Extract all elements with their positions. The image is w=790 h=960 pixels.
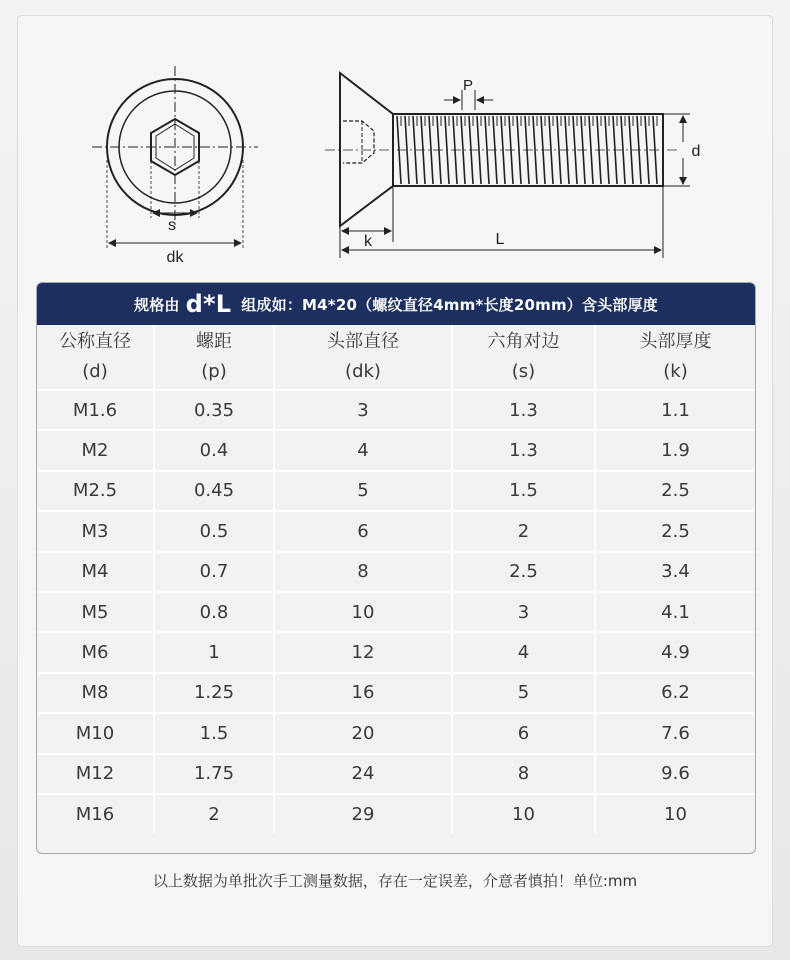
cell-k: 3.4 bbox=[595, 552, 755, 592]
banner-example: 组成如：M4*20（螺纹直径4mm*长度20mm）含头部厚度 bbox=[241, 295, 658, 314]
header-nominal-diameter bbox=[37, 325, 154, 390]
label-dk: dk bbox=[166, 249, 184, 266]
cell-dk: 4 bbox=[274, 430, 452, 470]
cell-k: 6.2 bbox=[595, 673, 755, 713]
cell-dk: 29 bbox=[274, 794, 452, 833]
cell-k: 10 bbox=[664, 803, 687, 825]
table-header-row bbox=[37, 325, 755, 390]
cell-s: 1.3 bbox=[452, 390, 595, 430]
banner-prefix: 规格由 bbox=[134, 295, 180, 314]
spec-table-panel bbox=[36, 282, 756, 854]
cell-dk: 12 bbox=[274, 632, 452, 672]
screw-diagram bbox=[0, 0, 790, 280]
cell-k: 4.1 bbox=[595, 592, 755, 632]
cell-d: M16 bbox=[37, 794, 154, 833]
cell-k: 9.6 bbox=[595, 754, 755, 794]
cell-d: M2.5 bbox=[37, 471, 154, 511]
cell-dk: 3 bbox=[274, 390, 452, 430]
cell-s: 1.5 bbox=[452, 471, 595, 511]
cell-s: 5 bbox=[452, 673, 595, 713]
header-label: 头部直径 bbox=[327, 331, 399, 352]
cell-s: 6 bbox=[452, 713, 595, 753]
header-label: 公称直径 bbox=[59, 331, 131, 352]
table-row bbox=[37, 390, 755, 430]
spec-table bbox=[37, 325, 755, 833]
cell-s: 2 bbox=[452, 511, 595, 551]
cell-k: 1.9 bbox=[595, 430, 755, 470]
cell-d: M10 bbox=[37, 713, 154, 753]
cell-s: 8 bbox=[452, 754, 595, 794]
header-pitch bbox=[154, 325, 274, 390]
label-p: P bbox=[462, 77, 474, 94]
cell-s: 4 bbox=[452, 632, 595, 672]
table-row bbox=[37, 713, 755, 753]
header-label: 螺距 bbox=[196, 331, 232, 352]
cell-dk: 5 bbox=[274, 471, 452, 511]
table-row bbox=[37, 511, 755, 551]
header-symbol: (s) bbox=[511, 361, 536, 382]
banner-formula: d*L bbox=[185, 290, 232, 318]
label-k: k bbox=[364, 233, 372, 250]
spec-banner bbox=[37, 283, 755, 325]
cell-d: M1.6 bbox=[37, 390, 154, 430]
cell-p: 0.8 bbox=[154, 592, 274, 632]
cell-p: 2 bbox=[154, 794, 274, 833]
cell-p: 1 bbox=[154, 632, 274, 672]
header-label: 头部厚度 bbox=[639, 331, 712, 352]
table-row bbox=[37, 471, 755, 511]
cell-k: 1.1 bbox=[595, 390, 755, 430]
cell-dk: 24 bbox=[274, 754, 452, 794]
cell-s: 2.5 bbox=[452, 552, 595, 592]
cell-p: 1.75 bbox=[154, 754, 274, 794]
header-head-diameter bbox=[274, 325, 452, 390]
cell-d: M6 bbox=[37, 632, 154, 672]
cell-dk: 16 bbox=[274, 673, 452, 713]
header-symbol: (p) bbox=[201, 361, 227, 382]
table-row bbox=[37, 592, 755, 632]
header-symbol: (d) bbox=[82, 361, 108, 382]
cell-p: 0.4 bbox=[154, 430, 274, 470]
cell-k: 2.5 bbox=[595, 471, 755, 511]
table-row bbox=[37, 794, 755, 833]
cell-dk: 6 bbox=[274, 511, 452, 551]
cell-dk: 8 bbox=[274, 552, 452, 592]
cell-d: M2 bbox=[37, 430, 154, 470]
cell-p: 0.5 bbox=[154, 511, 274, 551]
cell-d: M5 bbox=[37, 592, 154, 632]
cell-dk: 20 bbox=[274, 713, 452, 753]
cell-p: 0.7 bbox=[154, 552, 274, 592]
cell-d: M3 bbox=[37, 511, 154, 551]
cell-dk: 10 bbox=[274, 592, 452, 632]
table-row bbox=[37, 673, 755, 713]
cell-d: M4 bbox=[37, 552, 154, 592]
cell-k: 4.9 bbox=[595, 632, 755, 672]
cell-d: M12 bbox=[37, 754, 154, 794]
measurement-disclaimer: 以上数据为单批次手工测量数据，存在一定误差，介意者慎拍！单位:mm bbox=[152, 872, 638, 890]
cell-s: 3 bbox=[452, 592, 595, 632]
cell-p: 1.5 bbox=[154, 713, 274, 753]
label-s: s bbox=[168, 217, 176, 234]
header-symbol: (k) bbox=[663, 361, 688, 382]
cell-d: M8 bbox=[37, 673, 154, 713]
header-symbol: (dk) bbox=[345, 361, 381, 382]
cell-p: 1.25 bbox=[154, 673, 274, 713]
header-label: 六角对边 bbox=[487, 331, 560, 352]
cell-k: 7.6 bbox=[595, 713, 755, 753]
table-row bbox=[37, 754, 755, 794]
label-d: d bbox=[691, 143, 701, 160]
table-row bbox=[37, 552, 755, 592]
cell-p: 0.35 bbox=[154, 390, 274, 430]
header-head-thickness bbox=[595, 325, 755, 390]
table-row bbox=[37, 632, 755, 672]
cell-s: 10 bbox=[452, 794, 595, 833]
cell-s: 1.3 bbox=[452, 430, 595, 470]
header-hex-width bbox=[452, 325, 595, 390]
cell-p: 0.45 bbox=[154, 471, 274, 511]
table-row bbox=[37, 430, 755, 470]
cell-k: 2.5 bbox=[595, 511, 755, 551]
label-L: L bbox=[495, 231, 505, 248]
